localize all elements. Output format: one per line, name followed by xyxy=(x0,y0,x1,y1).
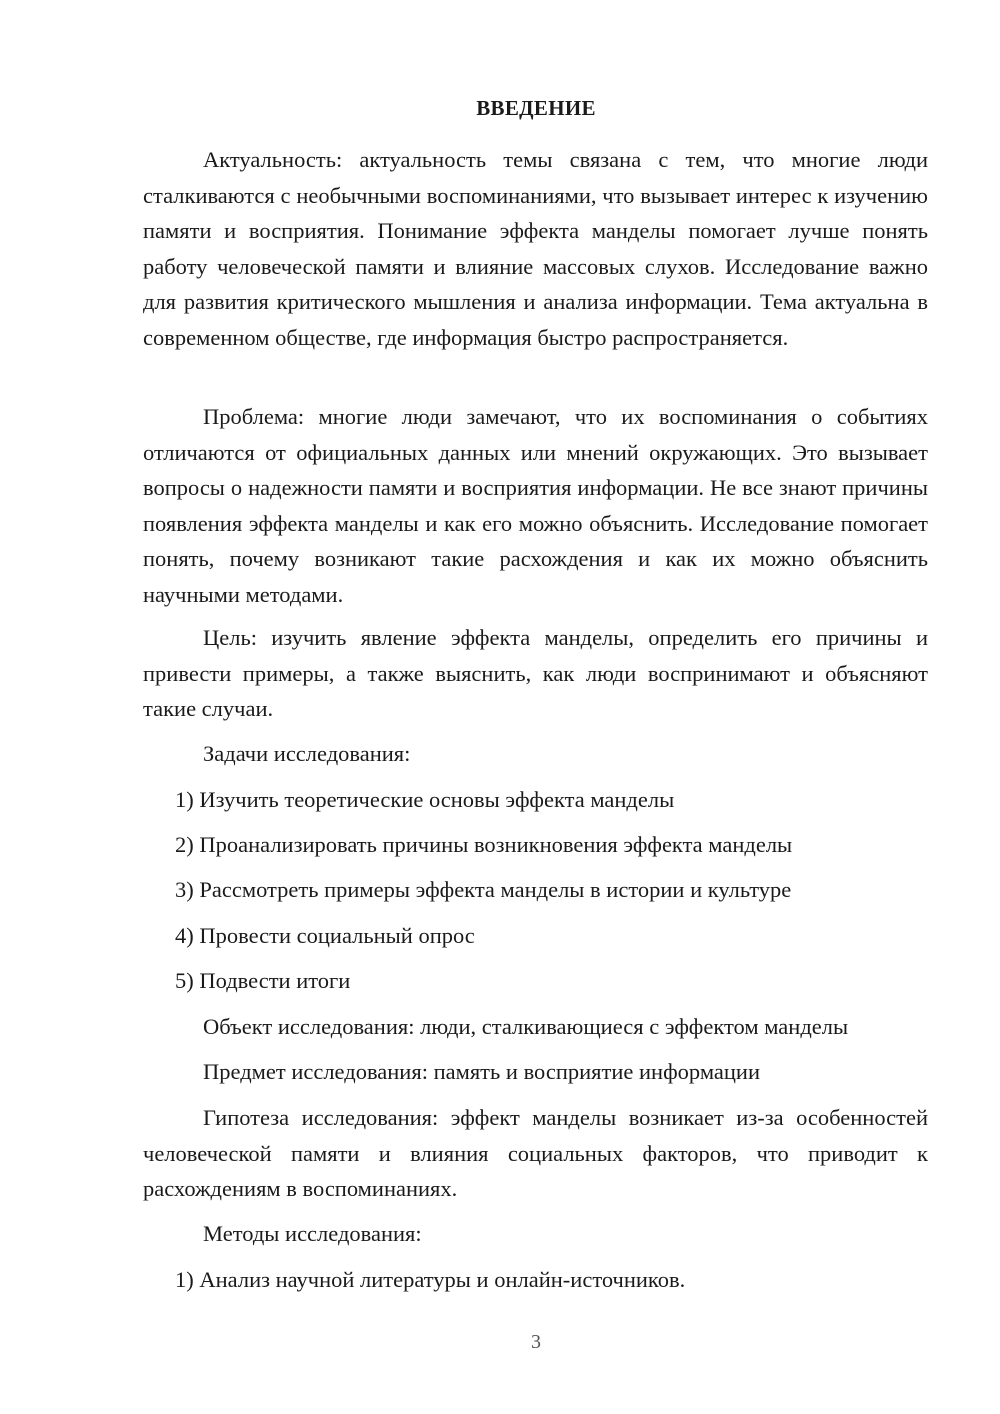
relevance-paragraph: Актуальность: актуальность темы связана с тем, что многие люди сталкиваются с необычными воспоминаниями, что вызывает интерес к изучению памяти и восприятия. Понимание эффекта манделы помогает лучше понять работу человеческой памяти и влияние массовых слухов. Исследование важно для развития критического мышления и анализа информации. Тема актуальна в современном обществе, где информация быстро распространяется. xyxy=(143,147,928,350)
task-item: 1) Изучить теоретические основы эффекта манделы xyxy=(175,787,675,812)
section-heading: ВВЕДЕНИЕ xyxy=(476,96,596,120)
research-object: Объект исследования: люди, сталкивающиеся с эффектом манделы xyxy=(203,1014,849,1039)
task-item: 4) Провести социальный опрос xyxy=(175,923,475,948)
task-item: 3) Рассмотреть примеры эффекта манделы в истории и культуре xyxy=(175,877,792,902)
goal-paragraph: Цель: изучить явление эффекта манделы, определить его причины и привести примеры, а также выяснить, как люди воспринимают и объясняют такие случаи. xyxy=(143,625,928,722)
hypothesis-paragraph: Гипотеза исследования: эффект манделы возникает из-за особенностей человеческой памяти и влияния социальных факторов, что приводит к расхождениям в воспоминаниях. xyxy=(143,1105,928,1202)
method-item: 1) Анализ научной литературы и онлайн-источников. xyxy=(175,1267,686,1292)
problem-paragraph: Проблема: многие люди замечают, что их воспоминания о событиях отличаются от официальных данных или мнений окружающих. Это вызывает вопросы о надежности памяти и восприятия информации. Не все знают причины появления эффекта манделы и как его можно объяснить. Исследование помогает понять, почему возникают такие расхождения и как их можно объяснить научными методами. xyxy=(143,404,928,607)
page-number: 3 xyxy=(531,1331,541,1353)
task-item: 5) Подвести итоги xyxy=(175,968,351,993)
task-item: 2) Проанализировать причины возникновения эффекта манделы xyxy=(175,832,793,857)
methods-label: Методы исследования: xyxy=(203,1221,422,1246)
research-subject: Предмет исследования: память и восприятие информации xyxy=(203,1059,761,1084)
tasks-label: Задачи исследования: xyxy=(203,741,411,766)
